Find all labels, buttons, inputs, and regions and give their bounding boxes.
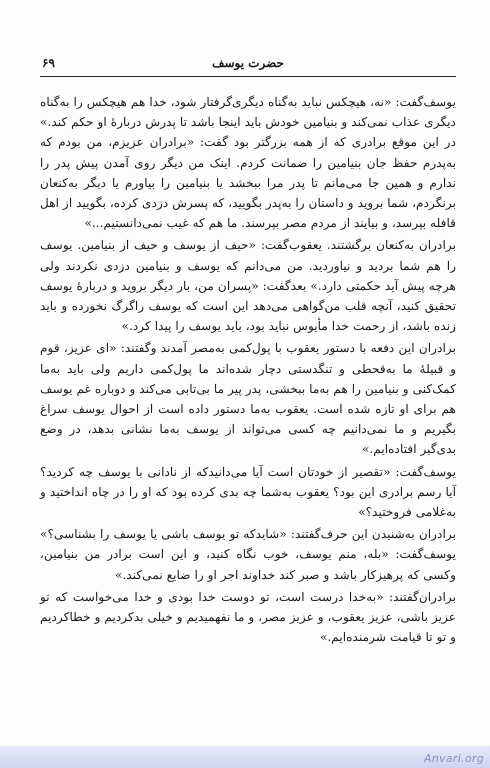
- header-rule: [40, 76, 456, 77]
- paragraph: برادران‌گفتند: «به‌خدا درست است، تو دوست خدا بودى و خدا مى‌خواست که تو عزيز باشى، عزيز يعقوب، و عزيز مصر، و ما نفهميديم و خيلى بدکرديم و خطاکرديم و تو تا قيامت شرمنده‌ايم.»: [40, 589, 456, 645]
- footer-bar: [0, 746, 490, 768]
- body-text: [40, 92, 456, 647]
- paragraph: يوسف‌گفت: «نه، هيچکس نبايد به‌گناه ديگرى‌گرفتار شود، خدا هم هيچکس را به‌گناه ديگرى عذاب نمى‌کند و بنيامين خودش بايد اينجا باشد تا پدرش دربارهٔ او حکم کند.» در اين موقع برادرى که از همه بزرگتر بود گفت: «برادران عزيزم، من بودم که به‌پدرم حفظ جان بنيامين را ضمانت کردم. اينک من ديگر روى آمدن پيش پدر را ندارم و همين جا مى‌مانم تا پدر مرا ببخشد يا بنيامين را بياورم يا ديگر به‌کنعان برنگردم، شما برويد و داستان را به‌پدر بگوييد، که پسرش دزدى کرده، بگوييد از اهل قافله بپرسد، و بيايند از مردم مصر بپرسند. ما هم که غيب نمى‌دانستيم...»: [40, 95, 456, 231]
- chapter-title: حضرت يوسف: [212, 56, 284, 70]
- paragraph: برادران به‌شنيدن اين حرف‌گفتند: «شايدکه تو يوسف باشى يا يوسف را بشناسى؟» يوسف‌گفت: «بله، منم يوسف، خوب نگاه کنيد، و اين است برادر من بنيامين، وکسى که پرهيزکار باشد و صبر کند خداوند اجر او را ضايع نمى‌کند.»: [40, 527, 456, 582]
- running-header: [42, 56, 454, 76]
- paragraph: برادران به‌کنعان برگشتند. يعقوب‌گفت: «حيف از يوسف و حيف از بنيامين. يوسف را هم شما برديد و نياورديد. من مى‌دانم که يوسف و بنيامين دزدى نکردند ولى هرچه پيش آيد حکمتى دارد.» بعدگفت: «پسران من، بار ديگر برويد و دربارهٔ يوسف تحقيق کنيد، آنچه قلب من‌گواهى مى‌دهد اين است که يوسف راگرگ نخورده و بايد زنده باشد، از رحمت خدا مأيوس نبايد بود، بايد يوسف را پيدا کرد.»: [40, 238, 456, 334]
- paragraph: برادران اين دفعه با دستور يعقوب با پول‌کمى به‌مصر آمدند وگفتند: «اى عزيز، قوم و قبيلهٔ ما به‌قحطى و تنگدستى دچار شده‌اند ما پول‌کمى داريم ولى بايد به‌ما کمک‌کنى و بنيامين را هم به‌ما ببخشى، پدر پير ما بى‌تابى مى‌کند و دوباره غم يوسف هم براى او تازه شده است. يعقوب به‌ما دستور داده است از احوال يوسف سراغ بگيريم و ما نمى‌دانيم چه کسى مى‌تواند از يوسف به‌ما نشانى بدهد، در وضع بدى‌گير افتاده‌ايم.»: [40, 341, 456, 457]
- watermark: Anvari.org: [423, 752, 484, 765]
- page-number: ۶۹: [42, 56, 55, 70]
- paragraph: يوسف‌گفت: «تقصير از خودتان است آيا مى‌دانيدکه از نادانى با يوسف چه کرديد؟ آيا رسم برادرى اين بود؟ يعقوب به‌شما چه بدى کرده بود که او را در چاه انداختيد و به‌غلامى فروختيد؟»: [40, 464, 456, 520]
